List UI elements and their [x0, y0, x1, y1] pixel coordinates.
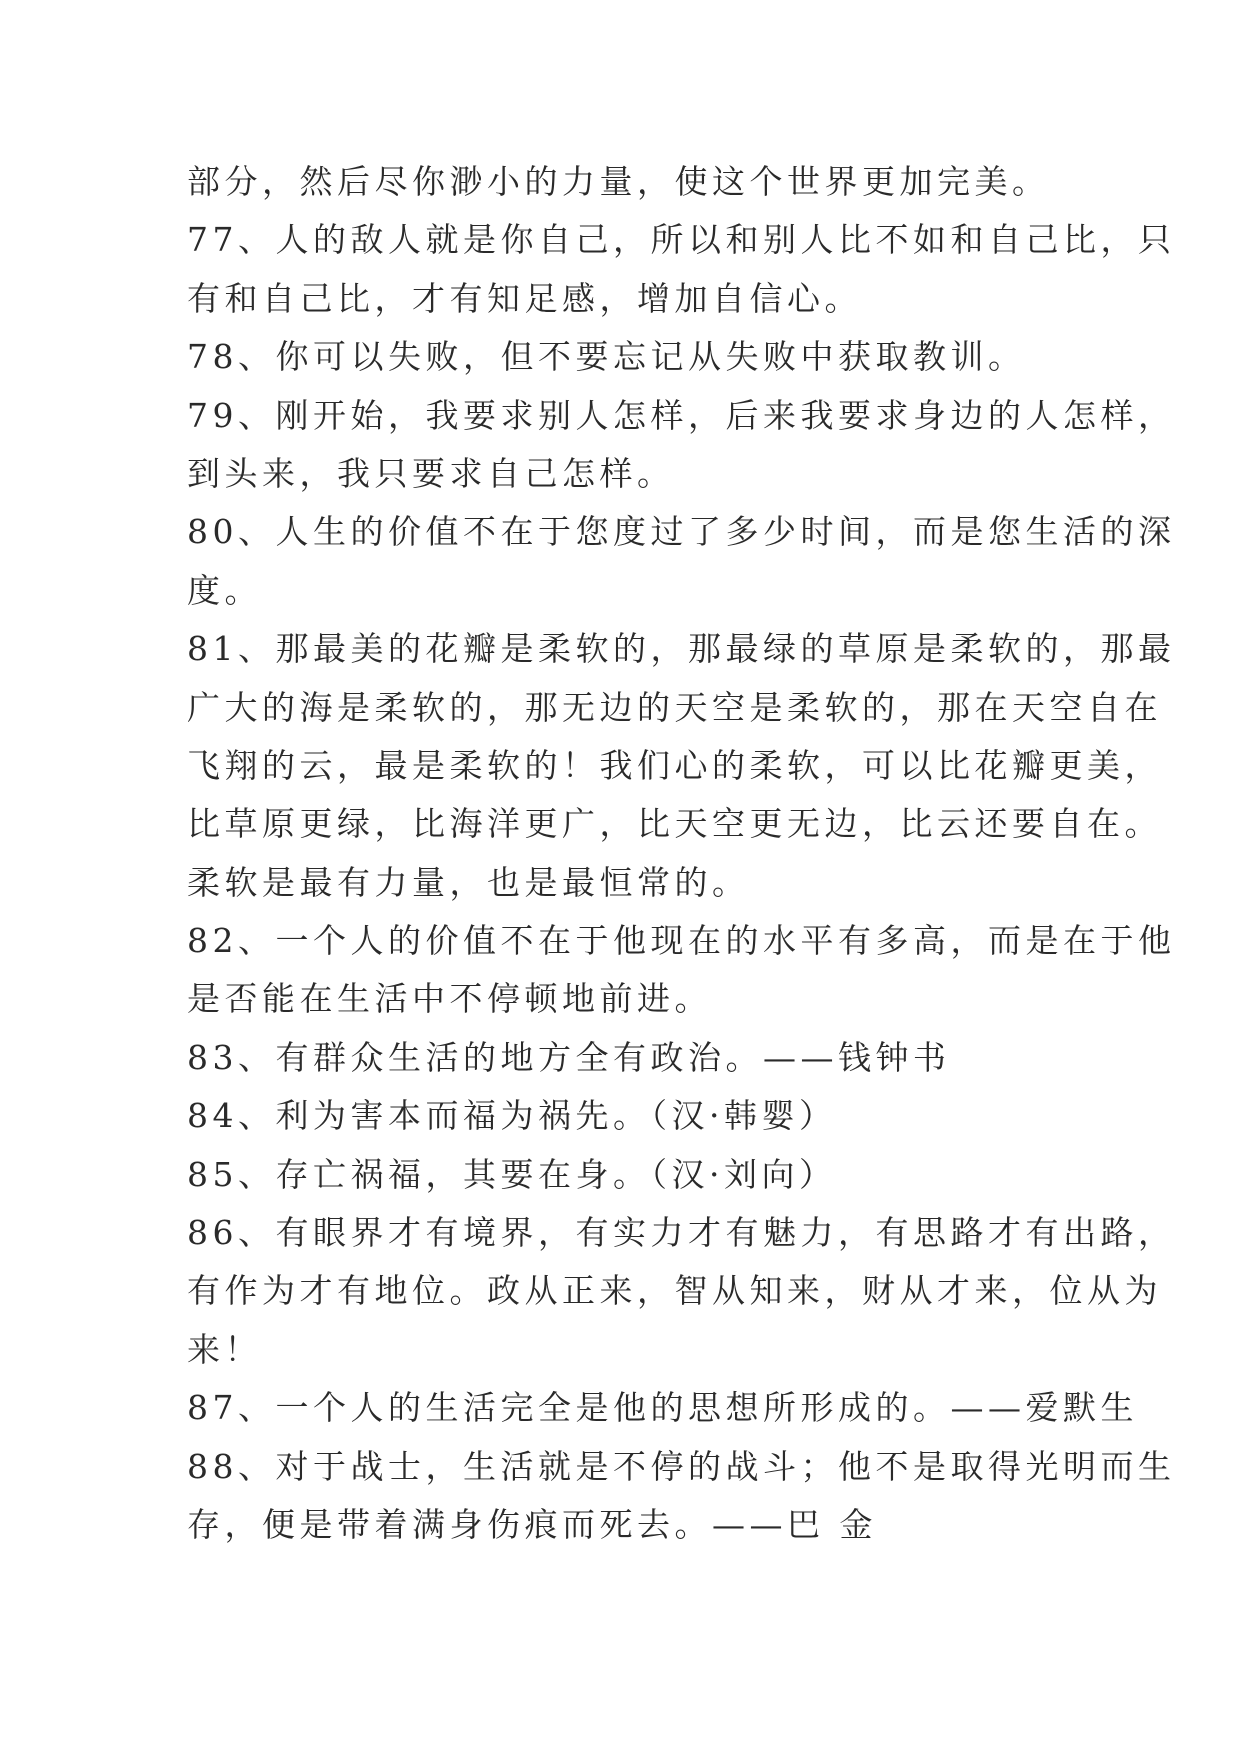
text-line: 83、有群众生活的地方全有政治。——钱钟书 [187, 1037, 951, 1077]
text-line: 比草原更绿，比海洋更广，比天空更无边，比云还要自在。 [187, 804, 1162, 844]
text-line: 柔软是最有力量，也是最恒常的。 [187, 862, 750, 902]
text-line: 78、你可以失败，但不要忘记从失败中获取教训。 [187, 337, 1026, 377]
text-line: 来！ [187, 1329, 262, 1369]
text-line: 88、对于战士，生活就是不停的战斗；他不是取得光明而生 [187, 1446, 1176, 1486]
document-body [187, 153, 1176, 1554]
text-line: 85、存亡祸福，其要在身。（汉·刘向） [187, 1154, 837, 1194]
text-line: 77、人的敌人就是你自己，所以和别人比不如和自己比，只 [187, 220, 1176, 260]
text-line: 86、有眼界才有境界，有实力才有魅力，有思路才有出路， [187, 1213, 1176, 1253]
text-line: 飞翔的云，最是柔软的！我们心的柔软，可以比花瓣更美， [187, 745, 1162, 785]
text-line: 是否能在生活中不停顿地前进。 [187, 979, 712, 1019]
text-line: 存，便是带着满身伤痕而死去。——巴 金 [187, 1504, 877, 1544]
text-line: 79、刚开始，我要求别人怎样，后来我要求身边的人怎样， [187, 395, 1176, 435]
text-line: 有和自己比，才有知足感，增加自信心。 [187, 278, 862, 318]
text-line: 度。 [187, 570, 262, 610]
text-line: 有作为才有地位。政从正来，智从知来，财从才来，位从为 [187, 1271, 1162, 1311]
text-line: 87、一个人的生活完全是他的思想所形成的。——爱默生 [187, 1388, 1138, 1428]
text-line: 广大的海是柔软的，那无边的天空是柔软的，那在天空自在 [187, 687, 1162, 727]
text-line: 84、利为害本而福为祸先。（汉·韩婴） [187, 1096, 837, 1136]
text-line: 80、人生的价值不在于您度过了多少时间，而是您生活的深 [187, 512, 1176, 552]
text-line: 部分，然后尽你渺小的力量，使这个世界更加完美。 [187, 162, 1050, 201]
text-line: 81、那最美的花瓣是柔软的，那最绿的草原是柔软的，那最 [187, 629, 1176, 669]
text-line: 到头来，我只要求自己怎样。 [187, 453, 675, 493]
text-line: 82、一个人的价值不在于他现在的水平有多高，而是在于他 [187, 921, 1176, 961]
